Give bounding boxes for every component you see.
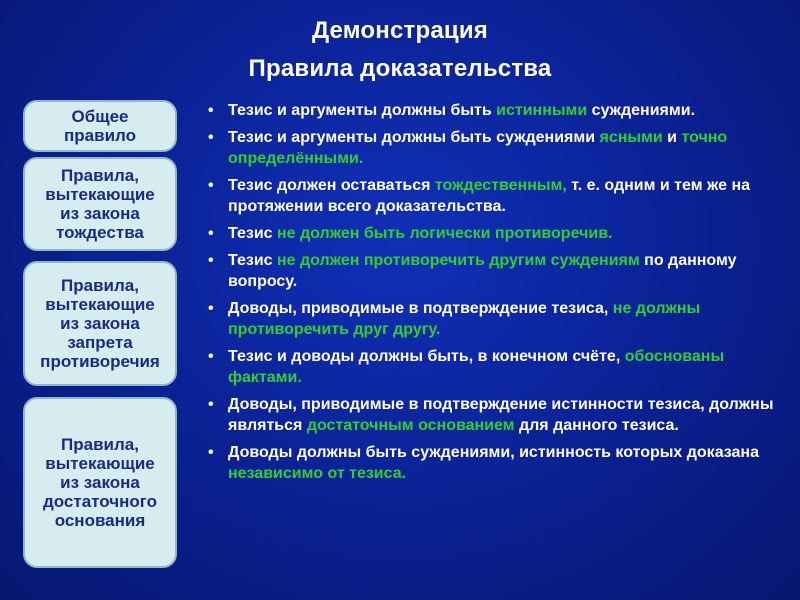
rule-highlight-text: истинными <box>496 102 588 119</box>
rule-item <box>208 442 778 484</box>
category-box-general-rule: Общее правило <box>23 100 177 152</box>
rule-highlight-text: не должен быть логически противоречив. <box>277 225 613 242</box>
rule-text: Тезис <box>228 252 278 269</box>
rule-text: Тезис и аргументы должны быть суждениями <box>228 129 600 146</box>
bullet-icon: • <box>208 102 214 119</box>
category-box-sufficient-reason-law: Правила, вытекающие из закона достаточного основания <box>23 397 177 568</box>
rule-highlight-text: достаточным основанием <box>306 417 515 434</box>
rule-text: Доводы, приводимые в подтверждение истинности тезиса, должны являться <box>228 396 774 434</box>
rule-highlight-text: ясными <box>599 129 663 146</box>
bullet-icon: • <box>208 396 214 413</box>
bullet-icon: • <box>208 177 214 194</box>
bullet-icon: • <box>208 300 214 317</box>
category-box-contradiction-law: Правила, вытекающие из закона запрета противоречия <box>23 261 177 386</box>
rule-text: по данному вопросу. <box>228 252 737 290</box>
rule-text: т. е. одним и тем же на протяжении всего доказательства. <box>228 177 751 215</box>
rule-text: Доводы должны быть суждениями, истинность которых доказана <box>228 444 759 461</box>
rule-item <box>208 250 778 292</box>
rule-text: Тезис и доводы должны быть, в конечном счёте, <box>228 348 625 365</box>
bullet-icon: • <box>208 225 214 242</box>
rule-item <box>208 100 778 121</box>
rule-highlight-text: обоснованы фактами. <box>228 348 725 386</box>
category-box-identity-law: Правила, вытекающие из закона тождества <box>23 157 177 251</box>
bullet-icon: • <box>208 252 214 269</box>
rule-highlight-text: независимо от тезиса. <box>228 465 407 482</box>
rule-text: Доводы, приводимые в подтверждение тезиса, <box>228 300 613 317</box>
bullet-icon: • <box>208 129 214 146</box>
rule-text: Тезис и аргументы должны быть <box>228 102 497 119</box>
rule-item <box>208 298 778 340</box>
rule-text: суждениями. <box>587 102 696 119</box>
slide-subtitle: Правила доказательства <box>248 55 552 82</box>
bullet-icon: • <box>208 348 214 365</box>
rule-text: для данного тезиса. <box>514 417 679 434</box>
rule-item <box>208 223 778 244</box>
rule-item <box>208 175 778 217</box>
rule-text: и <box>662 129 682 146</box>
rule-highlight-text: не должен противоречить другим суждениям <box>277 252 640 269</box>
rule-highlight-text: точно определёнными. <box>228 129 728 167</box>
slide-title: Демонстрация <box>311 17 489 44</box>
rule-item <box>208 394 778 436</box>
rule-item <box>208 127 778 169</box>
rule-text: Тезис <box>228 225 278 242</box>
rule-highlight-text: не должны противоречить друг другу. <box>228 300 701 338</box>
rule-item <box>208 346 778 388</box>
rule-highlight-text: тождественным, <box>434 177 567 194</box>
rule-text: Тезис должен оставаться <box>228 177 435 194</box>
rules-list <box>208 100 778 490</box>
bullet-icon: • <box>208 444 214 461</box>
